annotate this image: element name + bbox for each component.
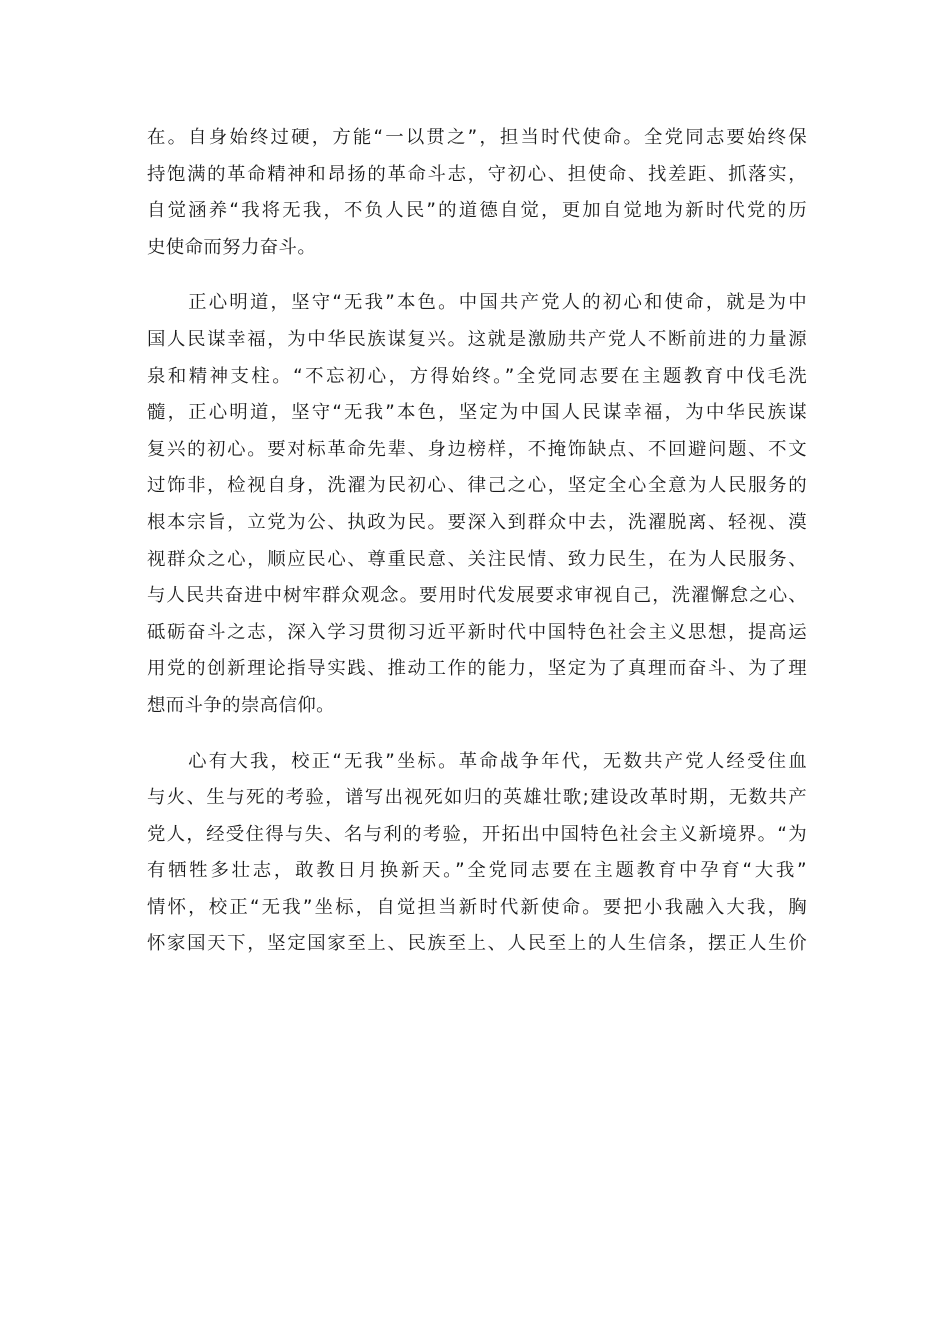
paragraph-1 <box>147 120 807 266</box>
text-line: 泉和精神支柱。“不忘初心，方得始终。”全党同志要在主题教育中伐毛洗 <box>147 365 807 387</box>
text-line: 党人，经受住得与失、名与利的考验，开拓出中国特色社会主义新境界。“为 <box>147 823 807 845</box>
paragraph-3 <box>147 744 807 964</box>
text-line: 根本宗旨，立党为公、执政为民。要深入到群众中去，洗濯脱离、轻视、漠 <box>147 511 807 533</box>
text-line: 过饰非，检视自身，洗濯为民初心、律己之心，坚定全心全意为人民服务的 <box>147 475 807 497</box>
text-line: 视群众之心，顺应民心、尊重民意、关注民情、致力民生，在为人民服务、 <box>147 548 807 570</box>
text-line: 国人民谋幸福，为中华民族谋复兴。这就是激励共产党人不断前进的力量源 <box>147 328 807 350</box>
text-line: 怀家国天下，坚定国家至上、民族至上、人民至上的人生信条，摆正人生价 <box>147 933 807 955</box>
text-line: 复兴的初心。要对标革命先辈、身边榜样，不掩饰缺点、不回避问题、不文 <box>147 438 807 460</box>
paragraph-spacer <box>147 725 807 744</box>
text-line: 正心明道，坚守“无我”本色。中国共产党人的初心和使命，就是为中 <box>147 292 807 314</box>
paragraph-spacer <box>147 266 807 285</box>
text-line: 史使命而努力奋斗。 <box>147 236 317 258</box>
text-line: 与人民共奋进中树牢群众观念。要用时代发展要求审视自己，洗濯懈怠之心、 <box>147 585 807 607</box>
text-line: 在。自身始终过硬，方能“一以贯之”，担当时代使命。全党同志要始终保 <box>147 127 807 148</box>
paragraph-2 <box>147 285 807 724</box>
text-line: 用党的创新理论指导实践、推动工作的能力，坚定为了真理而奋斗、为了理 <box>147 658 807 680</box>
text-line: 自觉涵养“我将无我，不负人民”的道德自觉，更加自觉地为新时代党的历 <box>147 200 807 222</box>
text-line: 心有大我，校正“无我”坐标。革命战争年代，无数共产党人经受住血 <box>147 750 807 772</box>
text-line: 髓，正心明道，坚守“无我”本色，坚定为中国人民谋幸福，为中华民族谋 <box>147 402 807 424</box>
text-line: 与火、生与死的考验，谱写出视死如归的英雄壮歌;建设改革时期，无数共产 <box>147 787 807 809</box>
document-body <box>147 120 807 963</box>
text-line: 有牺牲多壮志，敢教日月换新天。”全党同志要在主题教育中孕育“大我” <box>147 860 807 882</box>
text-line: 持饱满的革命精神和昂扬的革命斗志，守初心、担使命、找差距、抓落实， <box>147 163 807 185</box>
text-line: 情怀，校正“无我”坐标，自觉担当新时代新使命。要把小我融入大我，胸 <box>147 896 807 918</box>
text-line: 想而斗争的崇高信仰。 <box>147 694 335 716</box>
text-line: 砥砺奋斗之志，深入学习贯彻习近平新时代中国特色社会主义思想，提高运 <box>147 621 807 643</box>
